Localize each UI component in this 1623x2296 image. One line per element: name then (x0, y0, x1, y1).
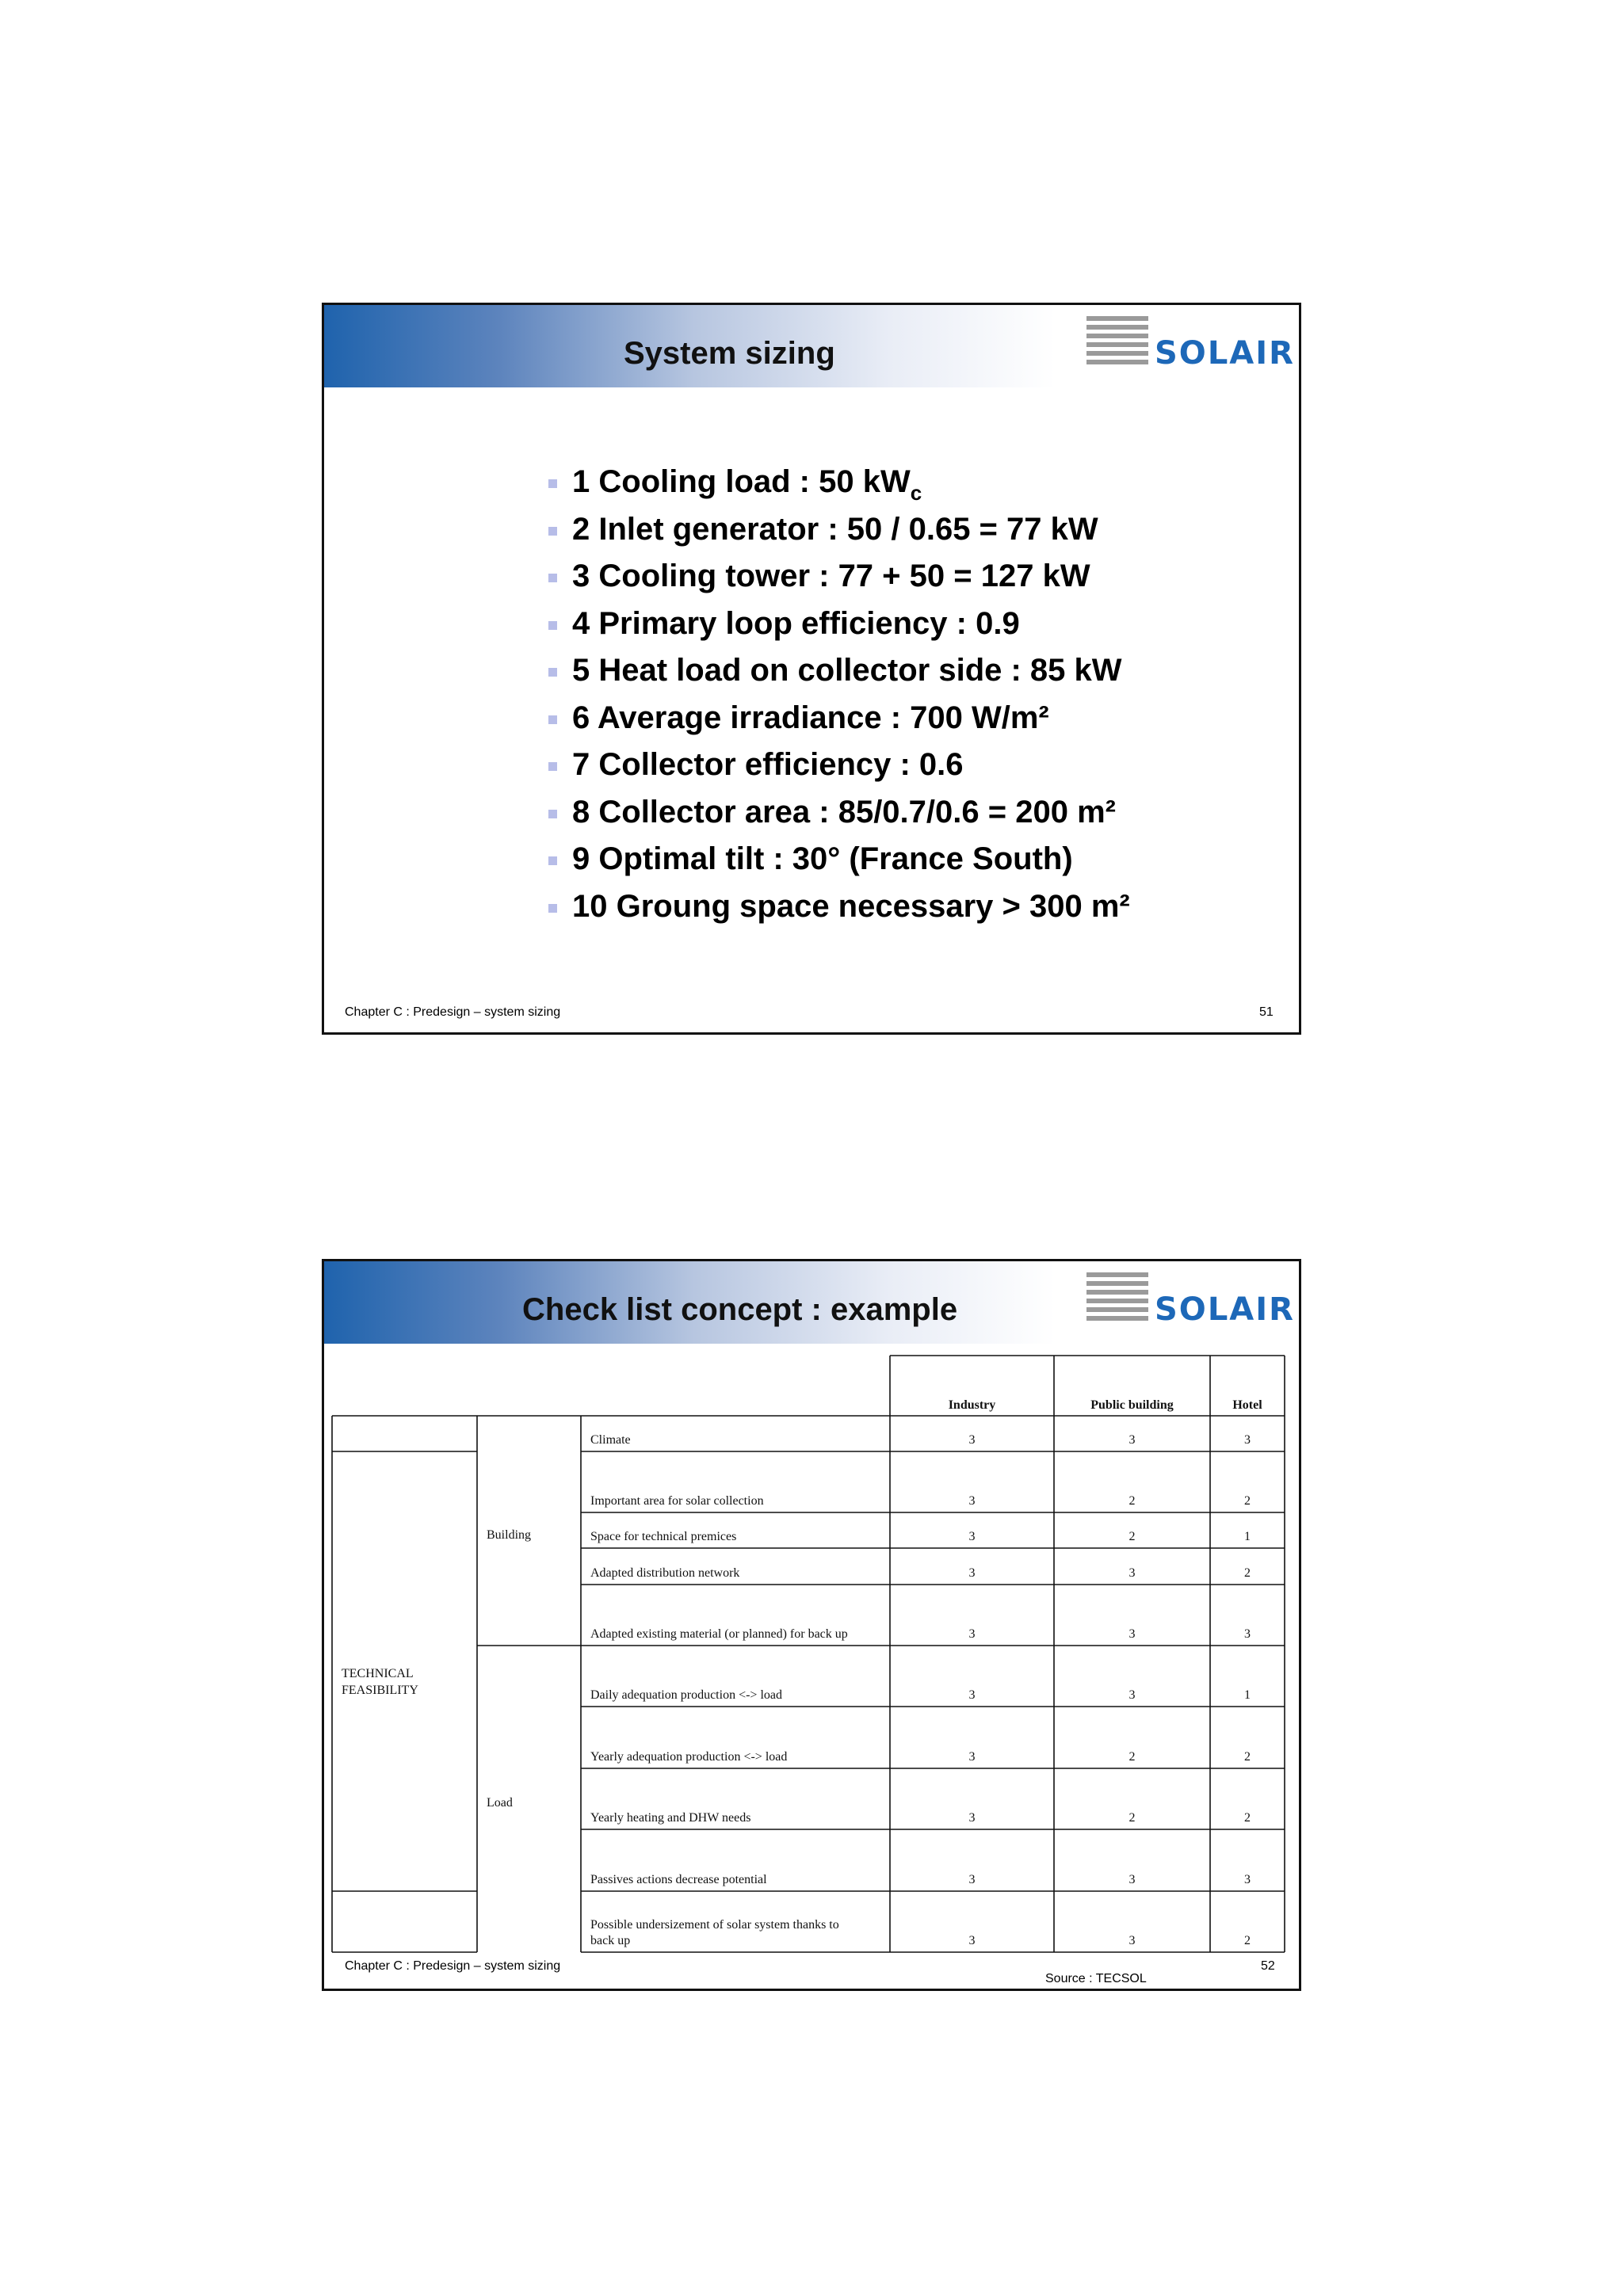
bullet-icon (548, 715, 557, 724)
table-cell: 3 (968, 1750, 976, 1764)
table-cell: 2 (1128, 1530, 1136, 1543)
bullet-icon (548, 668, 557, 677)
column-header: Industry (948, 1398, 996, 1412)
bullet-icon (548, 904, 557, 913)
table-cell: 2 (1244, 1750, 1251, 1764)
bullet-icon (548, 810, 557, 818)
step-text: Cooling load : 50 kW (598, 464, 911, 499)
sizing-step (548, 462, 1130, 509)
sizing-step (548, 792, 1130, 840)
step-number: 3 (572, 559, 590, 593)
logo-text: SOLAIR (1155, 1291, 1295, 1328)
step-number: 7 (572, 747, 590, 782)
table-cell: 3 (968, 1566, 976, 1580)
table-cell: 3 (968, 1433, 976, 1447)
page-number: 52 (1261, 1959, 1275, 1973)
table-cell: 3 (1128, 1873, 1136, 1886)
sizing-step (548, 556, 1130, 604)
step-text: Average irradiance : 700 W/m² (597, 700, 1049, 735)
group-label: Load (487, 1796, 513, 1810)
table-cell: 2 (1244, 1566, 1251, 1580)
table-cell: 2 (1244, 1811, 1251, 1825)
row-label: Possible undersizement of solar system thanks to (590, 1918, 839, 1932)
bullet-icon (548, 479, 557, 488)
step-text: Inlet generator : 50 / 0.65 = 77 kW (598, 511, 1098, 547)
table-cell: 3 (1244, 1433, 1251, 1447)
sizing-step (548, 650, 1130, 698)
step-text: Cooling tower : 77 + 50 = 127 kW (598, 559, 1090, 593)
slide-system-sizing (322, 303, 1301, 1035)
table-cell: 3 (968, 1873, 976, 1886)
step-number: 8 (572, 794, 590, 830)
sizing-step (548, 509, 1130, 557)
row-label: Important area for solar collection (590, 1494, 764, 1508)
step-text: Optimal tilt : 30° (France South) (598, 841, 1073, 876)
table-cell: 2 (1128, 1750, 1136, 1764)
row-label: Yearly heating and DHW needs (590, 1811, 751, 1825)
chapter-footer: Chapter C : Predesign – system sizing (345, 1005, 561, 1019)
step-number: 2 (572, 511, 590, 547)
row-label: Climate (590, 1433, 631, 1447)
group-label: Building (487, 1528, 532, 1542)
table-cell: 2 (1244, 1934, 1251, 1947)
step-number: 10 (572, 888, 608, 924)
table-cell: 3 (968, 1494, 976, 1508)
category-label: FEASIBILITY (342, 1684, 418, 1697)
row-label: Yearly adequation production <-> load (590, 1750, 788, 1764)
step-text: Collector efficiency : 0.6 (598, 747, 964, 782)
table-cell: 3 (1128, 1566, 1136, 1580)
sizing-step (548, 745, 1130, 792)
table-cell: 2 (1128, 1494, 1136, 1508)
table-cell: 3 (968, 1688, 976, 1702)
bullet-icon (548, 621, 557, 630)
table-cell: 3 (1244, 1873, 1251, 1886)
step-text: Groung space necessary > 300 m² (616, 888, 1130, 924)
bullet-icon (548, 527, 557, 536)
slide-check-list (322, 1259, 1301, 1991)
bullet-icon (548, 762, 557, 771)
row-label: back up (590, 1934, 631, 1947)
table-cell: 1 (1244, 1530, 1251, 1543)
source-note: Source : TECSOL (1045, 1972, 1147, 1985)
slide-title: System sizing (624, 336, 835, 371)
table-cell: 3 (1244, 1627, 1251, 1641)
table-cell: 1 (1244, 1688, 1251, 1702)
step-text: Primary loop efficiency : 0.9 (598, 605, 1020, 641)
check-list-table (324, 1261, 1304, 1993)
logo-text: SOLAIR (1155, 335, 1295, 372)
step-number: 4 (572, 605, 590, 641)
table-cell: 3 (968, 1627, 976, 1641)
step-text: Collector area : 85/0.7/0.6 = 200 m² (598, 794, 1116, 830)
chapter-footer: Chapter C : Predesign – system sizing (345, 1959, 561, 1973)
category-label: TECHNICAL (342, 1667, 414, 1680)
step-number: 1 (572, 464, 590, 499)
table-cell: 3 (1128, 1433, 1136, 1447)
sizing-step (548, 698, 1130, 746)
row-label: Adapted distribution network (590, 1566, 740, 1580)
step-number: 9 (572, 841, 590, 876)
step-number: 6 (572, 700, 590, 735)
table-cell: 3 (968, 1530, 976, 1543)
table-cell: 3 (968, 1934, 976, 1947)
table-cell: 3 (1128, 1934, 1136, 1947)
row-label: Daily adequation production <-> load (590, 1688, 782, 1702)
solair-logo (1086, 316, 1297, 376)
column-header: Public building (1090, 1398, 1174, 1412)
row-label: Adapted existing material (or planned) for back up (590, 1627, 848, 1641)
sizing-step (548, 887, 1130, 934)
bullet-icon (548, 856, 557, 865)
table-cell: 3 (1128, 1688, 1136, 1702)
row-label: Space for technical premices (590, 1530, 737, 1543)
logo-lines-icon (1086, 316, 1148, 372)
step-text: Heat load on collector side : 85 kW (598, 653, 1122, 688)
row-label: Passives actions decrease potential (590, 1873, 767, 1886)
bullet-icon (548, 574, 557, 582)
sizing-step (548, 839, 1130, 887)
table-cell: 3 (1128, 1627, 1136, 1641)
table-cell: 2 (1128, 1811, 1136, 1825)
sizing-step (548, 604, 1130, 651)
page-number: 51 (1259, 1005, 1274, 1019)
step-number: 5 (572, 653, 590, 688)
step-subscript: c (910, 481, 922, 505)
slide-title: Check list concept : example (522, 1292, 958, 1327)
column-header: Hotel (1232, 1398, 1262, 1412)
table-cell: 2 (1244, 1494, 1251, 1508)
table-cell: 3 (968, 1811, 976, 1825)
sizing-steps-list (548, 462, 1130, 933)
